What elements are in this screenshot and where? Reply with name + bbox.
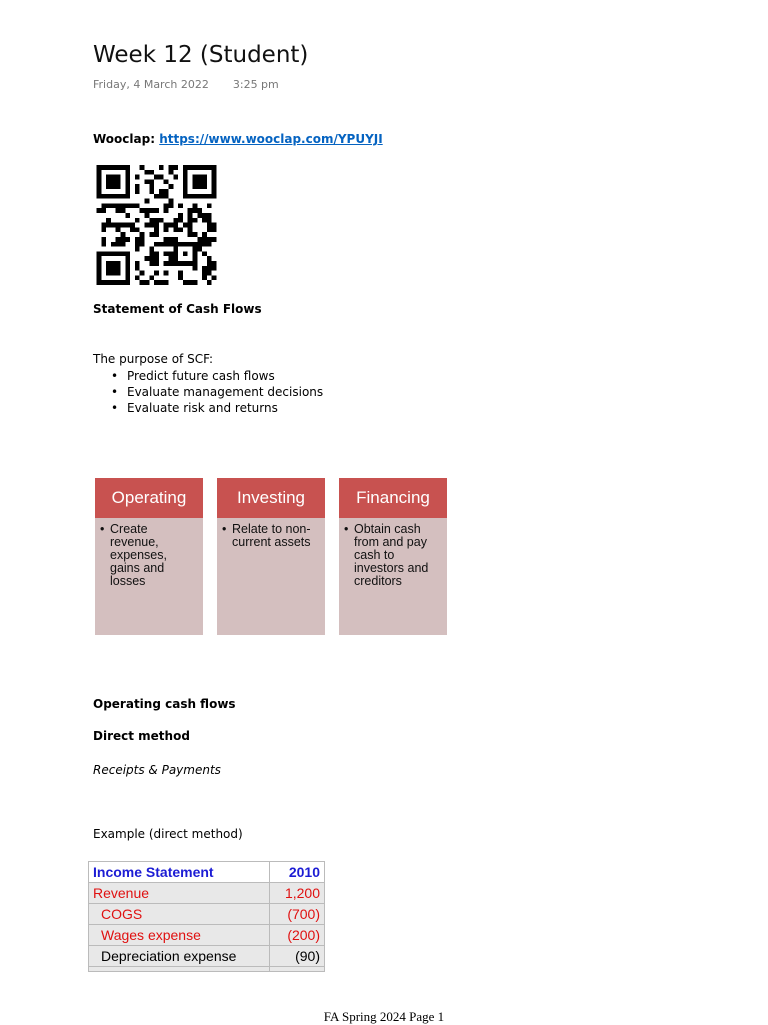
scf-purpose-intro: The purpose of SCF: xyxy=(93,352,214,366)
purpose-item: • Predict future cash flows xyxy=(93,368,323,384)
purpose-item: • Evaluate risk and returns xyxy=(93,400,323,416)
qr-code-image xyxy=(93,165,220,285)
table-row xyxy=(89,883,325,904)
activity-title: Financing xyxy=(339,478,447,518)
wooclap-line xyxy=(93,132,383,146)
wooclap-label: Wooclap: xyxy=(93,132,156,146)
date-text: Friday, 4 March 2022 xyxy=(93,78,209,91)
example-label: Example (direct method) xyxy=(93,827,243,841)
method-subtitle: Receipts & Payments xyxy=(93,763,221,777)
wooclap-link[interactable]: https://www.wooclap.com/YPUYJI xyxy=(159,132,383,146)
activity-desc-text: Obtain cash from and pay cash to investors and creditors xyxy=(354,522,429,588)
activity-description: • Obtain cash from and pay cash to investors and creditors xyxy=(339,518,447,635)
activity-card-operating xyxy=(95,478,203,635)
activity-desc-text: Create revenue, expenses, gains and losses xyxy=(110,522,167,588)
table-row xyxy=(89,946,325,967)
page-date xyxy=(93,78,279,91)
table-header-row xyxy=(89,862,325,883)
page-title: Week 12 (Student) xyxy=(93,42,309,68)
scf-heading: Statement of Cash Flows xyxy=(93,302,262,316)
row-value: (90) xyxy=(270,946,325,967)
operating-heading: Operating cash flows xyxy=(93,697,236,711)
page-footer: FA Spring 2024 Page 1 xyxy=(323,1009,445,1024)
income-statement-table xyxy=(88,861,325,972)
method-heading: Direct method xyxy=(93,729,190,743)
activity-title: Investing xyxy=(217,478,325,518)
table-row-partial xyxy=(89,967,325,972)
row-label: COGS xyxy=(89,904,270,925)
activity-description: • Create revenue, expenses, gains and losses xyxy=(95,518,203,635)
activity-card-financing xyxy=(339,478,447,635)
row-value: (200) xyxy=(270,925,325,946)
table-row xyxy=(89,904,325,925)
purpose-list xyxy=(93,368,323,416)
row-value: 1,200 xyxy=(270,883,325,904)
activity-desc-text: Relate to non-current assets xyxy=(232,522,311,549)
time-text: 3:25 pm xyxy=(232,78,279,91)
activity-title: Operating xyxy=(95,478,203,518)
header-year: 2010 xyxy=(270,862,325,883)
row-label: Wages expense xyxy=(89,925,270,946)
table-row xyxy=(89,925,325,946)
row-label: Depreciation expense xyxy=(89,946,270,967)
row-label: Revenue xyxy=(89,883,270,904)
activity-card-investing xyxy=(217,478,325,635)
purpose-item: • Evaluate management decisions xyxy=(93,384,323,400)
activity-description: • Relate to non-current assets xyxy=(217,518,325,635)
header-label: Income Statement xyxy=(89,862,270,883)
row-value: (700) xyxy=(270,904,325,925)
